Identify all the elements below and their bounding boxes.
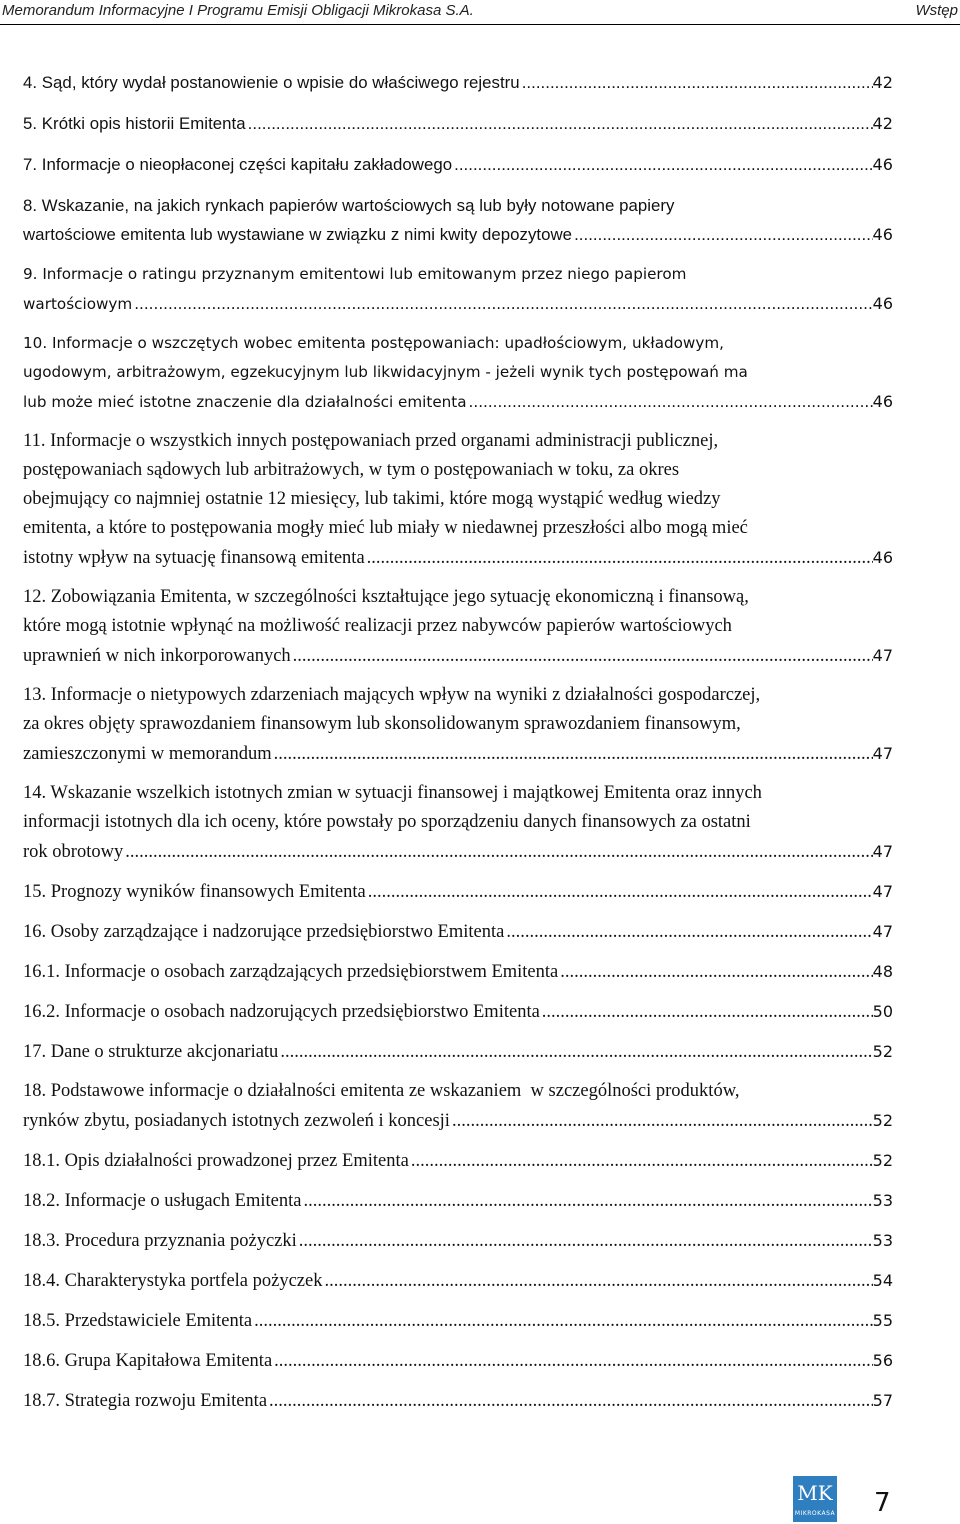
toc-entry-text: zamieszczonymi w memorandum [23, 744, 272, 764]
table-of-contents [23, 68, 893, 1426]
dot-leader [272, 1347, 872, 1375]
toc-entry[interactable] [23, 1386, 893, 1415]
toc-entry-text: 18.3. Procedura przyznania pożyczki [23, 1231, 297, 1251]
toc-entry-text: 8. Wskazanie, na jakich rynkach papierów wartościowych są lub były notowane papiery [23, 196, 675, 215]
toc-entry-text: 5. Krótki opis historii Emitenta [23, 114, 246, 133]
toc-entry[interactable] [23, 191, 893, 249]
mikrokasa-logo: MK MIKROKASA [793, 1476, 837, 1522]
toc-entry-text: postępowaniach sądowych lub arbitrażowych, w tym o postępowaniach w toku, za okres [23, 460, 680, 480]
toc-page-number: 46 [872, 225, 893, 244]
dot-leader [365, 544, 873, 572]
toc-entry-text: 13. Informacje o nietypowych zdarzeniach mających wpływ na wyniki z działalności gospodarczej, [23, 685, 761, 705]
dot-leader [520, 68, 873, 97]
toc-entry[interactable] [23, 779, 893, 866]
toc-entry-text: obejmujący co najmniej ostatnie 12 miesięcy, lub takimi, które mogą wystąpić według wiedzy [23, 489, 721, 509]
toc-page-number: 47 [872, 842, 893, 861]
toc-entry-text: 10. Informacje o wszczętych wobec emitenta postępowaniach: upadłościowym, układowym, [23, 334, 724, 352]
toc-entry-text: 9. Informacje o ratingu przyznanym emitentowi lub emitowanym przez niego papierom [23, 265, 687, 283]
dot-leader [504, 918, 872, 946]
toc-entry[interactable] [23, 681, 893, 768]
toc-entry[interactable] [23, 997, 893, 1026]
dot-leader [452, 150, 872, 179]
dot-leader [450, 1107, 873, 1135]
toc-page-number: 46 [872, 548, 893, 567]
toc-entry-text: lub może mieć istotne znaczenie dla działalności emitenta [23, 393, 467, 411]
toc-entry-text: 18.2. Informacje o usługach Emitenta [23, 1191, 302, 1211]
dot-leader [278, 1038, 872, 1066]
dot-leader [246, 109, 873, 138]
toc-page-number: 46 [872, 155, 893, 174]
dot-leader [409, 1147, 873, 1175]
toc-entry-text: 18.6. Grupa Kapitałowa Emitenta [23, 1351, 273, 1371]
toc-entry[interactable] [23, 150, 893, 179]
toc-page-number: 57 [872, 1391, 893, 1410]
toc-entry-text: wartościowe emitenta lub wystawiane w związku z nimi kwity depozytowe [23, 225, 573, 244]
toc-page-number: 47 [872, 882, 893, 901]
toc-entry-text: 7. Informacje o nieopłaconej części kapitału zakładowego [23, 155, 453, 174]
toc-entry-text: istotny wpływ na sytuację finansową emitenta [23, 548, 365, 568]
toc-entry[interactable] [23, 877, 893, 906]
toc-page-number: 46 [872, 294, 893, 313]
dot-leader [322, 1267, 872, 1295]
toc-entry-text: 14. Wskazanie wszelkich istotnych zmian w sytuacji finansowej i majątkowej Emitenta oraz innych [23, 783, 762, 803]
toc-page-number: 47 [872, 922, 893, 941]
toc-entry-text: rok obrotowy [23, 842, 124, 862]
toc-entry-text: 11. Informacje o wszystkich innych postępowaniach przed organami administracji publicznej, [23, 431, 719, 451]
header-rule [0, 24, 960, 25]
toc-entry-text: informacji istotnych dla ich oceny, które powstały po sporządzeniu danych finansowych za ostatni [23, 812, 751, 832]
toc-page-number: 52 [872, 1042, 893, 1061]
toc-page-number: 52 [872, 1111, 893, 1130]
toc-page-number: 47 [872, 744, 893, 763]
toc-entry-text: 17. Dane o strukturze akcjonariatu [23, 1042, 279, 1062]
toc-entry[interactable] [23, 260, 893, 318]
dot-leader [572, 220, 872, 249]
toc-entry-text: 18. Podstawowe informacje o działalności emitenta ze wskazaniem w szczególności produktów, [23, 1081, 740, 1101]
dot-leader [366, 878, 873, 906]
toc-entry[interactable] [23, 1186, 893, 1215]
page-number: 7 [874, 1488, 891, 1518]
toc-page-number: 42 [872, 114, 893, 133]
toc-page-number: 53 [872, 1231, 893, 1250]
dot-leader [267, 1387, 873, 1415]
toc-page-number: 53 [872, 1191, 893, 1210]
toc-page-number: 48 [872, 962, 893, 981]
toc-entry[interactable] [23, 109, 893, 138]
toc-entry-text: 4. Sąd, który wydał postanowienie o wpisie do właściwego rejestru [23, 73, 520, 92]
toc-entry[interactable] [23, 1037, 893, 1066]
toc-entry[interactable] [23, 329, 893, 416]
toc-page-number: 56 [872, 1351, 893, 1370]
toc-entry-text: 18.4. Charakterystyka portfela pożyczek [23, 1271, 323, 1291]
dot-leader [467, 388, 873, 416]
toc-entry[interactable] [23, 1346, 893, 1375]
toc-entry-text: 16.1. Informacje o osobach zarządzających przedsiębiorstwem Emitenta [23, 962, 559, 982]
toc-entry-text: 18.1. Opis działalności prowadzonej przez Emitenta [23, 1151, 409, 1171]
toc-entry-text: wartościowym [23, 295, 133, 313]
dot-leader [297, 1227, 873, 1255]
toc-entry-text: ugodowym, arbitrażowym, egzekucyjnym lub likwidacyjnym - jeżeli wynik tych postępowań ma [23, 363, 748, 381]
toc-page-number: 47 [872, 646, 893, 665]
toc-page-number: 50 [872, 1002, 893, 1021]
toc-entry-text: które mogą istotnie wpłynąć na możliwość realizacji przez nabywców papierów wartościowych [23, 616, 732, 636]
toc-entry[interactable] [23, 1077, 893, 1135]
toc-entry-text: 12. Zobowiązania Emitenta, w szczególności kształtujące jego sytuację ekonomiczną i finansową, [23, 587, 749, 607]
toc-page-number: 46 [872, 392, 893, 411]
toc-page-number: 55 [872, 1311, 893, 1330]
dot-leader [272, 740, 873, 768]
toc-entry-text: 18.7. Strategia rozwoju Emitenta [23, 1391, 268, 1411]
toc-page-number: 54 [872, 1271, 893, 1290]
dot-leader [540, 998, 873, 1026]
toc-entry[interactable] [23, 427, 893, 572]
toc-entry-text: 15. Prognozy wyników finansowych Emitenta [23, 882, 366, 902]
toc-entry-text: uprawnień w nich inkorporowanych [23, 646, 291, 666]
dot-leader [301, 1187, 872, 1215]
dot-leader [132, 290, 872, 318]
toc-entry[interactable] [23, 1266, 893, 1295]
toc-entry[interactable] [23, 1306, 893, 1335]
dot-leader [291, 642, 873, 670]
toc-entry-text: 16.2. Informacje o osobach nadzorujących przedsiębiorstwo Emitenta [23, 1002, 540, 1022]
running-header [0, 0, 960, 27]
toc-entry-text: rynków zbytu, posiadanych istotnych zezwoleń i koncesji [23, 1111, 450, 1131]
toc-entry-text: 18.5. Przedstawiciele Emitenta [23, 1311, 253, 1331]
toc-entry-text: 16. Osoby zarządzające i nadzorujące przedsiębiorstwo Emitenta [23, 922, 505, 942]
toc-entry[interactable] [23, 68, 893, 97]
dot-leader [123, 838, 872, 866]
toc-entry[interactable] [23, 917, 893, 946]
dot-leader [558, 958, 872, 986]
section-name: Wstęp [915, 2, 958, 19]
toc-entry-text: emitenta, a które to postępowania mogły mieć lub miały w niedawnej przeszłości albo mogą mieć [23, 518, 748, 538]
toc-entry[interactable] [23, 1146, 893, 1175]
toc-entry[interactable] [23, 1226, 893, 1255]
toc-entry-text: za okres objęty sprawozdaniem finansowym lub skonsolidowanym sprawozdaniem finansowym, [23, 714, 741, 734]
toc-entry[interactable] [23, 957, 893, 986]
dot-leader [252, 1307, 873, 1335]
toc-page-number: 52 [872, 1151, 893, 1170]
toc-page-number: 42 [872, 73, 893, 92]
document-title: Memorandum Informacyjne I Programu Emisji Obligacji Mikrokasa S.A. [2, 2, 474, 19]
toc-entry[interactable] [23, 583, 893, 670]
